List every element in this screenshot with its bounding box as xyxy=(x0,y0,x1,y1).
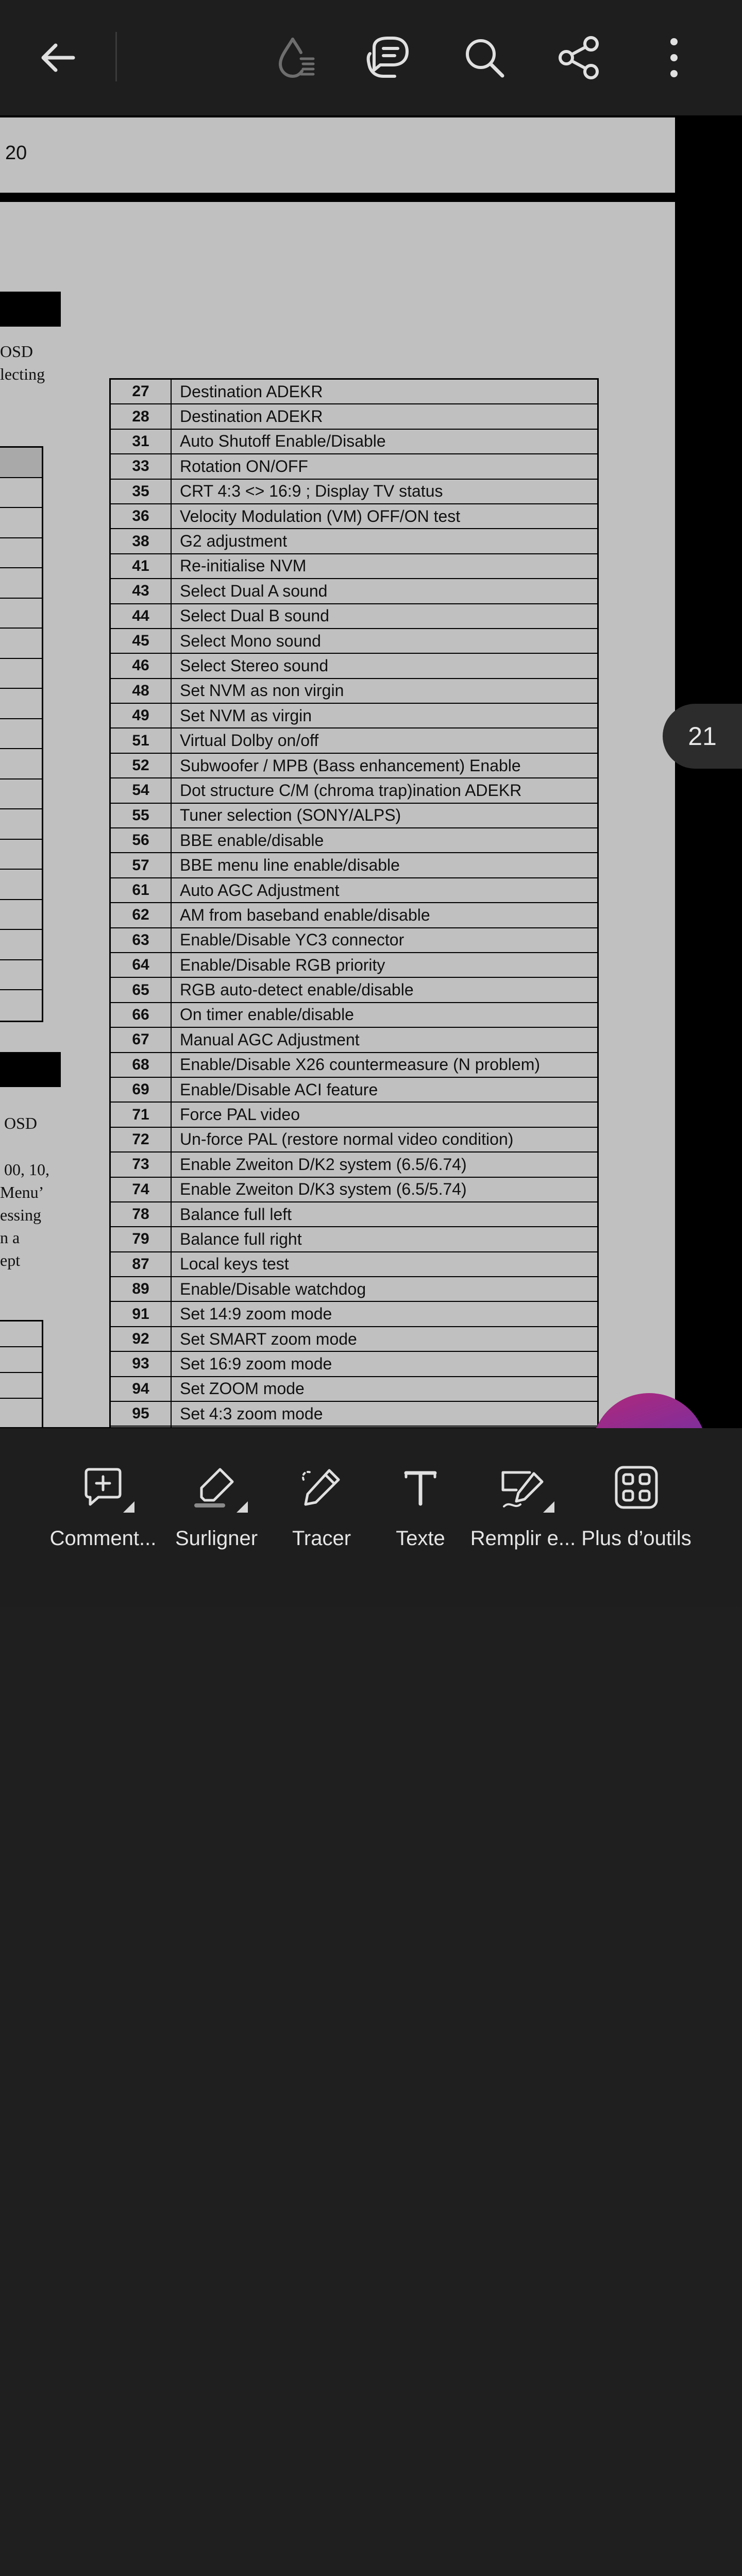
search-button[interactable] xyxy=(454,28,514,88)
table-row xyxy=(111,504,597,529)
submenu-indicator xyxy=(123,1501,134,1513)
service-description-cell: Enable/Disable ACI feature xyxy=(180,1080,378,1099)
tool-label: Tracer xyxy=(292,1527,351,1550)
tool-label: Comment... xyxy=(49,1527,157,1550)
table-row xyxy=(111,1128,597,1153)
service-description-cell: Auto Shutoff Enable/Disable xyxy=(180,432,386,451)
service-description-cell: Dot structure C/M (chroma trap)ination ADEKR xyxy=(180,781,522,800)
more-tools[interactable] xyxy=(581,1459,692,1562)
service-description-cell: BBE enable/disable xyxy=(180,831,324,850)
service-code-cell: 95 xyxy=(111,1402,172,1426)
service-description-cell: Velocity Modulation (VM) OFF/ON test xyxy=(180,506,461,526)
section-header-bar xyxy=(0,1052,61,1087)
table-row xyxy=(111,1053,597,1078)
service-code-cell: 61 xyxy=(111,878,172,902)
comment-add-icon xyxy=(81,1465,125,1510)
service-description-cell: Subwoofer / MPB (Bass enhancement) Enable xyxy=(180,756,521,775)
service-description-cell: Set ZOOM mode xyxy=(180,1379,305,1398)
comments-icon xyxy=(363,33,414,82)
service-description-cell: Set NVM as virgin xyxy=(180,706,312,725)
service-description-cell: RGB auto-detect enable/disable xyxy=(180,980,414,999)
service-description-cell: Tuner selection (SONY/ALPS) xyxy=(180,806,401,825)
service-code-cell: 66 xyxy=(111,1003,172,1027)
service-code-cell: 48 xyxy=(111,679,172,703)
comment-tool[interactable] xyxy=(46,1459,160,1562)
service-description-cell: Balance full left xyxy=(180,1205,292,1224)
search-icon xyxy=(461,35,508,81)
service-code-cell: 52 xyxy=(111,754,172,777)
table-row xyxy=(111,1227,597,1252)
table-row xyxy=(111,778,597,803)
table-row xyxy=(111,480,597,504)
service-description-cell: Enable Zweiton D/K3 system (6.5/5.74) xyxy=(180,1180,467,1199)
table-row xyxy=(111,1202,597,1227)
table-row xyxy=(111,853,597,878)
service-code-cell: 38 xyxy=(111,529,172,553)
table-row xyxy=(111,1153,597,1177)
left-text-fragment: OSD xyxy=(0,1114,38,1132)
service-code-cell: 43 xyxy=(111,579,172,603)
table-row xyxy=(111,380,597,404)
service-description-cell: Destination ADEKR xyxy=(180,382,323,401)
table-row xyxy=(111,1252,597,1277)
table-row xyxy=(111,679,597,704)
service-description-cell: Balance full right xyxy=(180,1229,302,1248)
tool-label: Surligner xyxy=(175,1527,258,1550)
table-row xyxy=(111,454,597,479)
service-description-cell: Re-initialise NVM xyxy=(180,556,307,575)
liquid-mode-button[interactable] xyxy=(266,28,326,88)
tool-label: Texte xyxy=(396,1527,445,1550)
table-row xyxy=(111,404,597,429)
service-description-cell: Select Dual B sound xyxy=(180,606,329,625)
service-code-cell: 93 xyxy=(111,1352,172,1376)
left-table-fragment xyxy=(0,446,43,1022)
share-button[interactable] xyxy=(549,28,609,88)
section-header-bar xyxy=(0,292,61,327)
tool-label: Plus d’outils xyxy=(581,1527,692,1550)
more-tools-grid-icon xyxy=(614,1465,659,1510)
table-row xyxy=(111,1402,597,1427)
service-code-cell: 36 xyxy=(111,504,172,528)
left-text-fragment: OSD lecting xyxy=(0,342,45,383)
document-viewer[interactable] xyxy=(0,115,742,1428)
table-row xyxy=(111,1028,597,1053)
service-code-cell: 51 xyxy=(111,728,172,752)
service-code-cell: 94 xyxy=(111,1377,172,1401)
table-row xyxy=(111,1327,597,1352)
service-description-cell: Set NVM as non virgin xyxy=(180,681,344,700)
left-text-fragment: 00, 10, Menu’ essing n a ept xyxy=(0,1160,49,1269)
service-description-cell: BBE menu line enable/disable xyxy=(180,856,400,875)
service-code-cell: 65 xyxy=(111,978,172,1002)
service-code-cell: 55 xyxy=(111,804,172,827)
service-code-cell: 44 xyxy=(111,604,172,628)
submenu-indicator xyxy=(543,1501,554,1513)
service-code-cell: 62 xyxy=(111,903,172,927)
more-options-button[interactable] xyxy=(644,28,704,88)
table-row xyxy=(111,1302,597,1327)
service-description-cell: Destination ADEKR xyxy=(180,407,323,426)
service-code-cell: 72 xyxy=(111,1128,172,1151)
service-code-cell: 64 xyxy=(111,953,172,977)
service-description-cell: Set 16:9 zoom mode xyxy=(180,1354,332,1373)
service-code-cell: 91 xyxy=(111,1302,172,1326)
service-code-cell: 27 xyxy=(111,380,172,403)
toolbar-divider xyxy=(115,32,117,81)
table-row xyxy=(111,728,597,753)
service-description-cell: Set SMART zoom mode xyxy=(180,1329,357,1348)
table-row xyxy=(111,654,597,679)
tool-label: Remplir e... xyxy=(470,1527,576,1550)
arrow-left-icon xyxy=(37,37,78,78)
table-row xyxy=(111,928,597,953)
service-code-cell: 33 xyxy=(111,454,172,478)
table-row xyxy=(111,579,597,604)
service-description-cell: Auto AGC Adjustment xyxy=(180,880,340,900)
text-icon xyxy=(400,1467,441,1508)
service-description-cell: G2 adjustment xyxy=(180,532,288,551)
service-code-cell: 56 xyxy=(111,828,172,852)
table-row xyxy=(111,554,597,579)
draw-tool[interactable] xyxy=(270,1459,373,1562)
table-row xyxy=(111,529,597,554)
current-page xyxy=(0,202,675,1427)
text-tool[interactable] xyxy=(369,1459,472,1562)
share-icon xyxy=(556,35,602,81)
service-description-cell: Enable/Disable YC3 connector xyxy=(180,930,404,950)
service-code-cell: 57 xyxy=(111,853,172,877)
service-description-cell: Select Stereo sound xyxy=(180,656,329,675)
service-description-cell: Enable/Disable X26 countermeasure (N problem) xyxy=(180,1055,541,1074)
service-code-cell: 73 xyxy=(111,1153,172,1176)
table-row xyxy=(111,1277,597,1302)
service-code-cell: 71 xyxy=(111,1103,172,1126)
service-code-cell: 79 xyxy=(111,1227,172,1251)
service-code-cell: 28 xyxy=(111,404,172,428)
service-description-cell: Select Dual A sound xyxy=(180,581,328,600)
table-row xyxy=(111,878,597,903)
top-toolbar xyxy=(0,0,742,115)
service-description-cell: Local keys test xyxy=(180,1255,289,1274)
table-row xyxy=(111,1377,597,1402)
service-code-cell: 78 xyxy=(111,1202,172,1226)
table-row xyxy=(111,604,597,629)
left-table-fragment xyxy=(0,1320,43,1433)
page-indicator[interactable]: 21 xyxy=(663,704,742,769)
service-code-cell: 35 xyxy=(111,480,172,503)
table-row xyxy=(111,953,597,978)
page-number-text: 20 xyxy=(5,142,27,164)
highlighter-icon xyxy=(193,1464,240,1511)
service-code-cell: 68 xyxy=(111,1053,172,1077)
service-description-cell: Enable/Disable RGB priority xyxy=(180,955,385,974)
table-row xyxy=(111,1078,597,1103)
service-description-cell: Rotation ON/OFF xyxy=(180,456,308,476)
table-row xyxy=(111,754,597,778)
service-description-cell: Un-force PAL (restore normal video condition) xyxy=(180,1130,514,1149)
back-button[interactable] xyxy=(28,28,88,88)
service-code-cell: 69 xyxy=(111,1078,172,1101)
service-description-cell: Set 14:9 zoom mode xyxy=(180,1304,332,1324)
service-description-cell: Enable/Disable watchdog xyxy=(180,1279,366,1298)
comments-button[interactable] xyxy=(359,28,418,88)
service-description-cell: On timer enable/disable xyxy=(180,1005,354,1024)
service-code-cell: 92 xyxy=(111,1327,172,1351)
submenu-indicator xyxy=(237,1501,248,1513)
table-row xyxy=(111,804,597,828)
fill-sign-icon xyxy=(499,1464,547,1511)
service-code-cell: 31 xyxy=(111,430,172,453)
service-description-cell: AM from baseband enable/disable xyxy=(180,905,430,924)
service-code-cell: 87 xyxy=(111,1252,172,1276)
service-description-cell: Set 4:3 zoom mode xyxy=(180,1404,323,1423)
service-codes-table xyxy=(109,378,599,1453)
table-row xyxy=(111,629,597,654)
table-row xyxy=(111,1178,597,1202)
service-code-cell: 54 xyxy=(111,778,172,802)
service-code-cell: 74 xyxy=(111,1178,172,1201)
pencil-draw-icon xyxy=(298,1464,345,1511)
service-description-cell: Virtual Dolby on/off xyxy=(180,731,319,750)
bottom-toolbar xyxy=(0,1428,742,1607)
table-row xyxy=(111,903,597,928)
service-description-cell: Manual AGC Adjustment xyxy=(180,1030,360,1049)
service-code-cell: 89 xyxy=(111,1277,172,1301)
service-description-cell: CRT 4:3 <> 16:9 ; Display TV status xyxy=(180,482,443,501)
service-code-cell: 41 xyxy=(111,554,172,578)
service-code-cell: 45 xyxy=(111,629,172,653)
table-row xyxy=(111,1003,597,1028)
table-row xyxy=(111,828,597,853)
table-row xyxy=(111,704,597,728)
service-code-cell: 46 xyxy=(111,654,172,677)
previous-page-fragment xyxy=(0,117,675,193)
service-code-cell: 63 xyxy=(111,928,172,952)
more-vertical-icon xyxy=(664,35,684,81)
table-row xyxy=(111,1352,597,1377)
table-row xyxy=(111,978,597,1003)
service-code-cell: 49 xyxy=(111,704,172,727)
table-row xyxy=(111,1103,597,1127)
service-description-cell: Select Mono sound xyxy=(180,631,321,650)
table-row xyxy=(111,430,597,454)
service-description-cell: Force PAL video xyxy=(180,1105,300,1124)
service-code-cell: 67 xyxy=(111,1028,172,1052)
service-description-cell: Enable Zweiton D/K2 system (6.5/6.74) xyxy=(180,1155,467,1174)
liquid-mode-icon xyxy=(271,33,321,82)
fill-sign-tool[interactable] xyxy=(469,1459,577,1562)
highlight-tool[interactable] xyxy=(165,1459,268,1562)
